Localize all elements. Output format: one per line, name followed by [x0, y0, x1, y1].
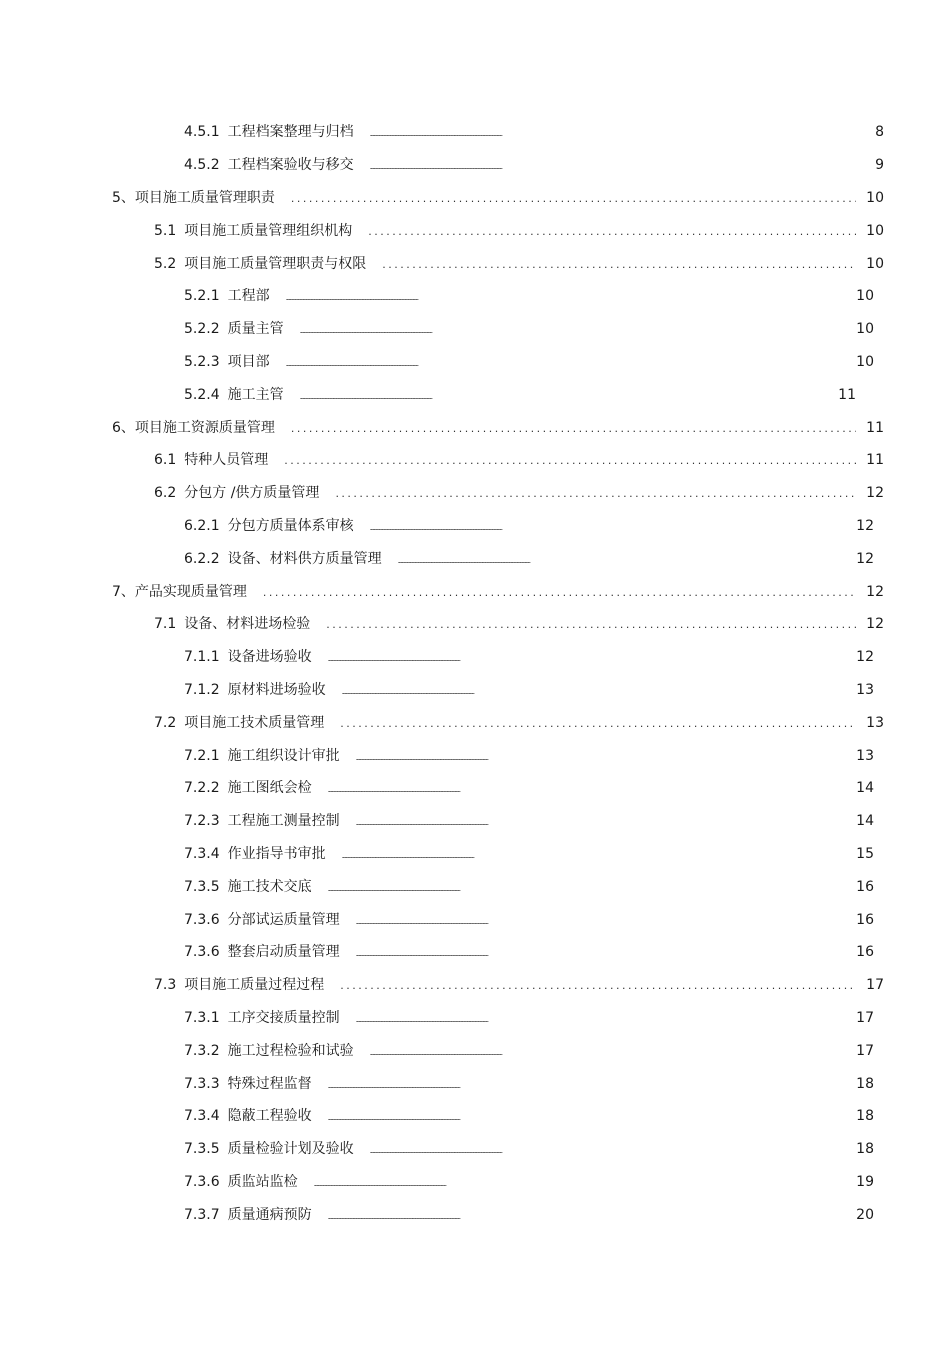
toc-entry-page: 14	[856, 780, 874, 797]
toc-entry[interactable]	[0, 182, 950, 215]
toc-entry-number: 5.2.4	[184, 386, 220, 403]
toc-entry-title: 设备、材料供方质量管理	[227, 550, 382, 567]
toc-entry-number: 6.2	[154, 485, 177, 502]
toc-entry[interactable]	[0, 772, 950, 805]
toc-dot-leader	[356, 913, 846, 927]
toc-entry[interactable]	[0, 378, 950, 411]
toc-dot-leader	[300, 322, 846, 336]
toc-entry-page: 12	[866, 485, 884, 502]
toc-entry-page: 12	[856, 649, 874, 666]
toc-entry-number: 7.2	[154, 714, 177, 731]
toc-entry-page: 9	[875, 157, 884, 174]
toc-entry-number: 5.2	[154, 255, 177, 272]
toc-entry[interactable]	[0, 575, 950, 608]
toc-dot-leader	[356, 749, 846, 763]
toc-entry[interactable]	[0, 1100, 950, 1133]
toc-entry-number: 7.3.6	[184, 911, 220, 928]
toc-entry-page: 10	[866, 222, 884, 239]
toc-entry[interactable]	[0, 936, 950, 969]
toc-dot-leader	[370, 125, 856, 139]
toc-dot-leader	[291, 191, 856, 205]
toc-entry-title: 质量检验计划及验收	[227, 1141, 354, 1158]
toc-entry-title: 隐蔽工程验收	[227, 1108, 312, 1125]
toc-entry-number: 7.3.4	[184, 845, 220, 862]
toc-entry-page: 15	[856, 845, 874, 862]
toc-entry-number: 6.2.1	[184, 517, 220, 534]
toc-dot-leader	[263, 585, 856, 599]
table-of-contents	[0, 116, 950, 1231]
toc-entry-title: 质量通病预防	[227, 1206, 312, 1223]
toc-entry-number: 7.3.4	[184, 1108, 220, 1125]
toc-entry-page: 18	[856, 1075, 874, 1092]
toc-entry[interactable]	[0, 313, 950, 346]
toc-entry-page: 11	[838, 386, 856, 403]
toc-dot-leader	[340, 978, 856, 992]
toc-dot-leader	[291, 421, 856, 435]
toc-entry-title: 项目部	[227, 353, 270, 370]
toc-entry-number: 6、	[112, 419, 135, 436]
toc-entry-number: 7.3.6	[184, 1173, 220, 1190]
toc-dot-leader	[335, 486, 856, 500]
toc-entry-page: 16	[856, 878, 874, 895]
toc-entry-title: 工序交接质量控制	[227, 1009, 340, 1026]
toc-entry-title: 原材料进场验收	[227, 681, 326, 698]
toc-entry-page: 12	[856, 517, 874, 534]
toc-entry-number: 7.2.3	[184, 813, 220, 830]
toc-entry-number: 6.1	[154, 452, 177, 469]
toc-dot-leader	[340, 716, 856, 730]
toc-dot-leader	[286, 289, 846, 303]
toc-entry[interactable]	[0, 214, 950, 247]
toc-entry[interactable]	[0, 510, 950, 543]
toc-entry[interactable]	[0, 870, 950, 903]
toc-entry-title: 工程档案验收与移交	[227, 157, 354, 174]
toc-entry-number: 5.1	[154, 222, 177, 239]
toc-entry[interactable]	[0, 116, 950, 149]
toc-entry-page: 10	[856, 353, 874, 370]
toc-entry[interactable]	[0, 247, 950, 280]
toc-entry[interactable]	[0, 280, 950, 313]
toc-entry-page: 10	[856, 321, 874, 338]
toc-entry-title: 工程档案整理与归档	[227, 124, 354, 141]
toc-dot-leader	[382, 257, 856, 271]
toc-dot-leader	[300, 388, 828, 402]
toc-dot-leader	[342, 847, 846, 861]
toc-entry[interactable]	[0, 444, 950, 477]
toc-entry-page: 18	[856, 1108, 874, 1125]
toc-entry-page: 13	[866, 714, 884, 731]
toc-dot-leader	[314, 1175, 846, 1189]
toc-entry-title: 质监站监检	[227, 1173, 298, 1190]
toc-dot-leader	[284, 453, 856, 467]
toc-entry-page: 12	[856, 550, 874, 567]
toc-entry-number: 7.3.7	[184, 1206, 220, 1223]
toc-dot-leader	[286, 355, 846, 369]
toc-entry-title: 分部试运质量管理	[227, 911, 340, 928]
toc-entry-title: 工程部	[227, 288, 270, 305]
toc-entry-title: 项目施工质量过程过程	[184, 977, 325, 994]
toc-dot-leader	[326, 617, 856, 631]
toc-entry-number: 7.1.1	[184, 649, 220, 666]
toc-entry-number: 7、	[112, 583, 135, 600]
toc-dot-leader	[356, 945, 846, 959]
toc-entry[interactable]	[0, 674, 950, 707]
toc-entry-number: 7.3.5	[184, 1141, 220, 1158]
toc-entry-page: 20	[856, 1206, 874, 1223]
toc-dot-leader	[368, 224, 856, 238]
toc-entry-title: 施工技术交底	[227, 878, 312, 895]
toc-entry[interactable]	[0, 969, 950, 1002]
toc-entry-page: 18	[856, 1141, 874, 1158]
toc-entry-title: 项目施工质量管理组织机构	[184, 222, 353, 239]
toc-entry-page: 13	[856, 747, 874, 764]
toc-entry-page: 10	[856, 288, 874, 305]
toc-dot-leader	[356, 1011, 846, 1025]
toc-entry-title: 特殊过程监督	[227, 1075, 312, 1092]
toc-entry-number: 6.2.2	[184, 550, 220, 567]
toc-entry-title: 质量主管	[227, 321, 284, 338]
toc-entry-number: 5.2.3	[184, 353, 220, 370]
toc-entry-number: 4.5.1	[184, 124, 220, 141]
toc-entry-number: 7.3	[154, 977, 177, 994]
toc-entry-title: 施工主管	[227, 386, 284, 403]
toc-entry-title: 产品实现质量管理	[134, 583, 247, 600]
toc-entry-number: 5、	[112, 189, 135, 206]
toc-entry-number: 7.3.1	[184, 1009, 220, 1026]
toc-entry-number: 5.2.2	[184, 321, 220, 338]
toc-dot-leader	[356, 814, 846, 828]
toc-entry-title: 分包方质量体系审核	[227, 517, 354, 534]
toc-entry-title: 项目施工技术质量管理	[184, 714, 325, 731]
toc-entry[interactable]	[0, 1067, 950, 1100]
toc-entry[interactable]	[0, 608, 950, 641]
toc-entry-number: 7.2.1	[184, 747, 220, 764]
toc-entry-number: 7.3.2	[184, 1042, 220, 1059]
toc-entry[interactable]	[0, 149, 950, 182]
toc-entry-title: 施工组织设计审批	[227, 747, 340, 764]
toc-entry-page: 17	[856, 1009, 874, 1026]
toc-entry-page: 11	[866, 452, 884, 469]
toc-dot-leader	[342, 683, 846, 697]
toc-entry[interactable]	[0, 1166, 950, 1199]
toc-entry-page: 10	[866, 255, 884, 272]
toc-entry-title: 设备进场验收	[227, 649, 312, 666]
toc-entry-title: 整套启动质量管理	[227, 944, 340, 961]
toc-entry-page: 16	[856, 911, 874, 928]
toc-entry[interactable]	[0, 805, 950, 838]
toc-entry-number: 4.5.2	[184, 157, 220, 174]
toc-dot-leader	[328, 1109, 846, 1123]
toc-entry-title: 项目施工质量管理职责与权限	[184, 255, 367, 272]
toc-entry[interactable]	[0, 1034, 950, 1067]
toc-dot-leader	[398, 552, 846, 566]
toc-dot-leader	[370, 519, 846, 533]
toc-entry[interactable]	[0, 1133, 950, 1166]
toc-entry-title: 施工图纸会检	[227, 780, 312, 797]
toc-entry[interactable]	[0, 903, 950, 936]
toc-entry[interactable]	[0, 641, 950, 674]
toc-entry-number: 7.1	[154, 616, 177, 633]
toc-entry-number: 7.3.5	[184, 878, 220, 895]
toc-dot-leader	[370, 1142, 846, 1156]
toc-entry-page: 10	[866, 189, 884, 206]
toc-entry-title: 工程施工测量控制	[227, 813, 340, 830]
toc-entry-title: 设备、材料进场检验	[184, 616, 311, 633]
toc-entry-page: 14	[856, 813, 874, 830]
toc-entry-title: 作业指导书审批	[227, 845, 326, 862]
toc-entry[interactable]	[0, 542, 950, 575]
toc-entry[interactable]	[0, 1002, 950, 1035]
toc-entry-page: 17	[856, 1042, 874, 1059]
toc-entry[interactable]	[0, 1198, 950, 1231]
toc-entry-number: 7.3.6	[184, 944, 220, 961]
toc-dot-leader	[328, 880, 846, 894]
toc-entry-page: 12	[866, 616, 884, 633]
toc-entry-number: 7.1.2	[184, 681, 220, 698]
toc-entry[interactable]	[0, 706, 950, 739]
toc-dot-leader	[328, 1208, 846, 1222]
toc-entry-page: 12	[866, 583, 884, 600]
toc-entry-title: 项目施工资源质量管理	[134, 419, 275, 436]
toc-entry-title: 特种人员管理	[184, 452, 269, 469]
toc-entry-page: 13	[856, 681, 874, 698]
toc-entry[interactable]	[0, 346, 950, 379]
toc-dot-leader	[370, 158, 856, 172]
toc-entry-page: 11	[866, 419, 884, 436]
toc-entry-number: 7.3.3	[184, 1075, 220, 1092]
toc-dot-leader	[370, 1044, 846, 1058]
toc-entry-title: 分包方 /供方质量管理	[184, 485, 320, 502]
toc-dot-leader	[328, 1077, 846, 1091]
toc-entry-number: 5.2.1	[184, 288, 220, 305]
toc-entry-number: 7.2.2	[184, 780, 220, 797]
toc-entry-title: 项目施工质量管理职责	[134, 189, 275, 206]
toc-entry[interactable]	[0, 838, 950, 871]
toc-entry[interactable]	[0, 739, 950, 772]
toc-entry[interactable]	[0, 411, 950, 444]
toc-dot-leader	[328, 781, 846, 795]
toc-entry-page: 17	[866, 977, 884, 994]
toc-dot-leader	[328, 650, 846, 664]
toc-entry-page: 8	[875, 124, 884, 141]
toc-entry-page: 19	[856, 1173, 874, 1190]
toc-entry[interactable]	[0, 477, 950, 510]
toc-entry-page: 16	[856, 944, 874, 961]
toc-entry-title: 施工过程检验和试验	[227, 1042, 354, 1059]
